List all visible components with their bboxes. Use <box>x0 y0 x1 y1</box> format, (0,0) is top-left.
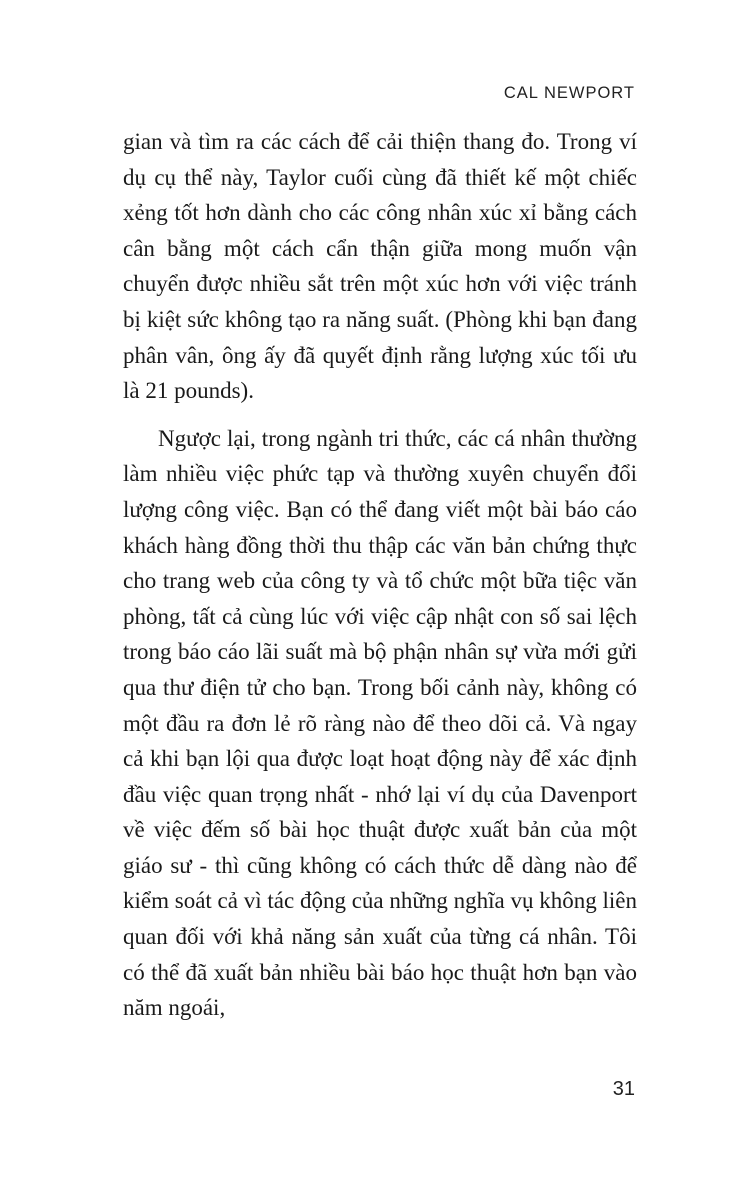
body-text <box>123 124 637 1026</box>
paragraph-1: gian và tìm ra các cách để cải thiện thang đo. Trong ví dụ cụ thể này, Taylor cuối cùng đã thiết kế một chiếc xẻng tốt hơn dành cho các công nhân xúc xỉ bằng cách cân bằng một cách cẩn thận giữa mong muốn vận chuyển được nhiều sắt trên một xúc hơn với việc tránh bị kiệt sức không tạo ra năng suất. (Phòng khi bạn đang phân vân, ông ấy đã quyết định rằng lượng xúc tối ưu là 21 pounds). <box>123 129 637 404</box>
page-number: 31 <box>612 1078 635 1100</box>
paragraph-2: Ngược lại, trong ngành tri thức, các cá nhân thường làm nhiều việc phức tạp và thường xuyên chuyển đổi lượng công việc. Bạn có thể đang viết một bài báo cáo khách hàng đồng thời thu thập các văn bản chứng thực cho trang web của công ty và tổ chức một bữa tiệc văn phòng, tất cả cùng lúc với việc cập nhật con số sai lệch trong báo cáo lãi suất mà bộ phận nhân sự vừa mới gửi qua thư điện tử cho bạn. Trong bối cảnh này, không có một đầu ra đơn lẻ rõ ràng nào để theo dõi cả. Và ngay cả khi bạn lội qua được loạt hoạt động này để xác định đầu việc quan trọng nhất - nhớ lại ví dụ của Davenport về việc đếm số bài học thuật được xuất bản của một giáo sư - thì cũng không có cách thức dễ dàng nào để kiểm soát cả vì tác động của những nghĩa vụ không liên quan đối với khả năng sản xuất của từng cá nhân. Tôi có thể đã xuất bản nhiều bài báo học thuật hơn bạn vào năm ngoái, <box>123 425 637 1021</box>
running-header-author: CAL NEWPORT <box>503 84 635 102</box>
